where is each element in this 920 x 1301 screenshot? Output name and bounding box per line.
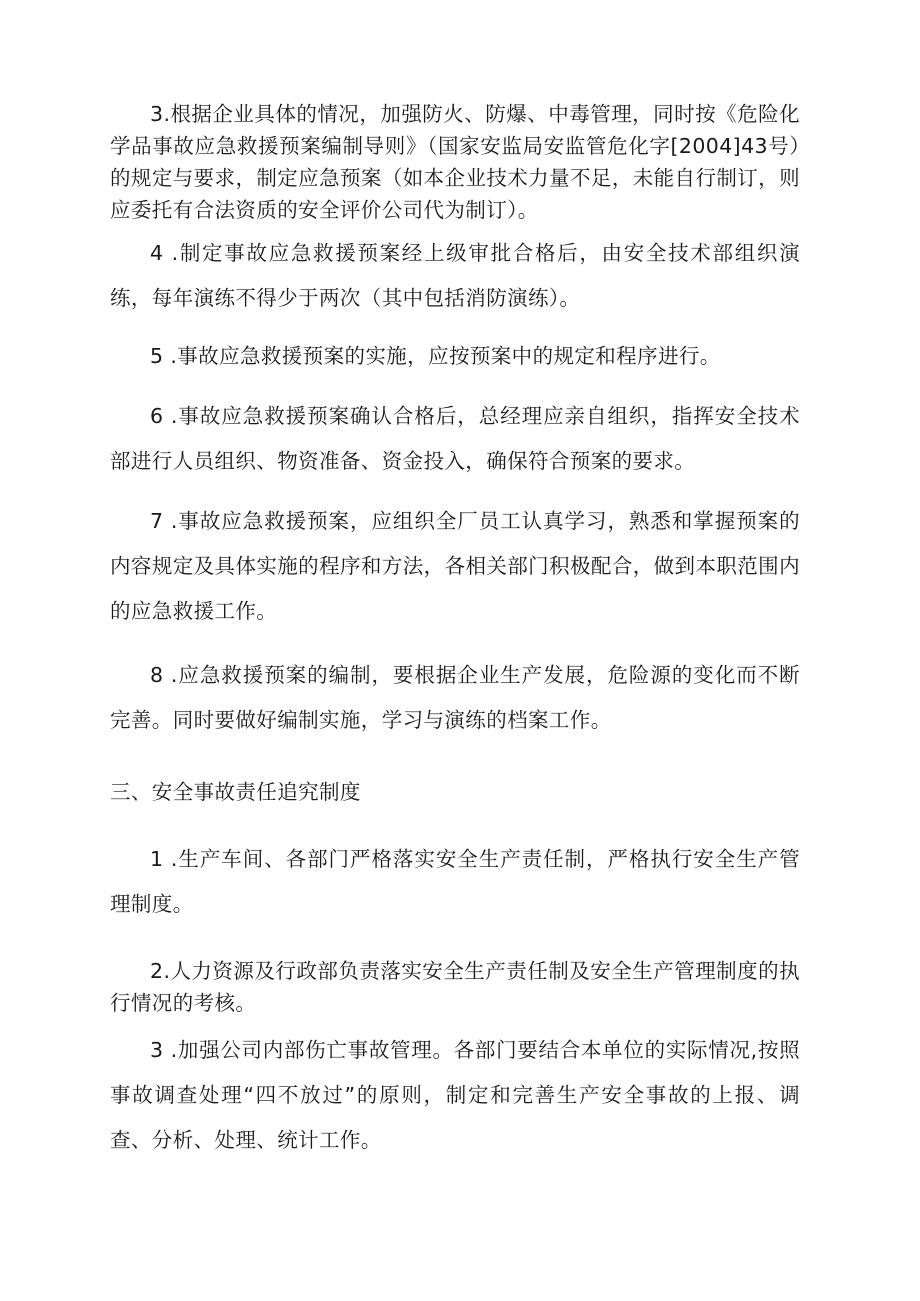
paragraph-item-2-assessment: 2.人力资源及行政部负责落实安全生产责任制及安全生产管理制度的执行情况的考核。: [110, 959, 800, 1015]
paragraph-item-6-confirmation: 6 .事故应急救援预案确认合格后，总经理应亲自组织，指挥安全技术部进行人员组织、物资准备、资金投入，确保符合预案的要求。: [110, 404, 800, 473]
paragraph-item-8-compilation: 8 .应急救援预案的编制，要根据企业生产发展，危险源的变化而不断完善。同时要做好编制实施，学习与演练的档案工作。: [110, 663, 800, 732]
paragraph-item-1-responsibility: 1 .生产车间、各部门严格落实安全生产责任制，严格执行安全生产管理制度。: [110, 847, 800, 916]
paragraph-item-4-drill: 4 .制定事故应急救援预案经上级审批合格后，由安全技术部组织演练，每年演练不得少于两次（其中包括消防演练）。: [110, 241, 800, 310]
section-heading-accountability: 三、安全事故责任追究制度: [110, 780, 361, 804]
paragraph-item-3-accident-management: 3 .加强公司内部伤亡事故管理。各部门要结合本单位的实际情况,按照事故调查处理“四不放过”的原则，制定和完善生产安全事故的上报、调查、分析、处理、统计工作。: [110, 1038, 800, 1152]
paragraph-item-7-training: 7 .事故应急救援预案，应组织全厂员工认真学习，熟悉和掌握预案的内容规定及具体实施的程序和方法，各相关部门积极配合，做到本职范围内的应急救援工作。: [110, 509, 800, 623]
paragraph-item-5-implementation: 5 .事故应急救援预案的实施，应按预案中的规定和程序进行。: [150, 344, 721, 368]
paragraph-item-3-emergency-plan: 3.根据企业具体的情况，加强防火、防爆、中毒管理，同时按《危险化学品事故应急救援预案编制导则》（国家安监局安监管危化字[2004]43号）的规定与要求，制定应急预案（如本企业技术力量不足，未能自行制订，则应委托有合法资质的安全评价公司代为制订）。: [110, 102, 800, 222]
